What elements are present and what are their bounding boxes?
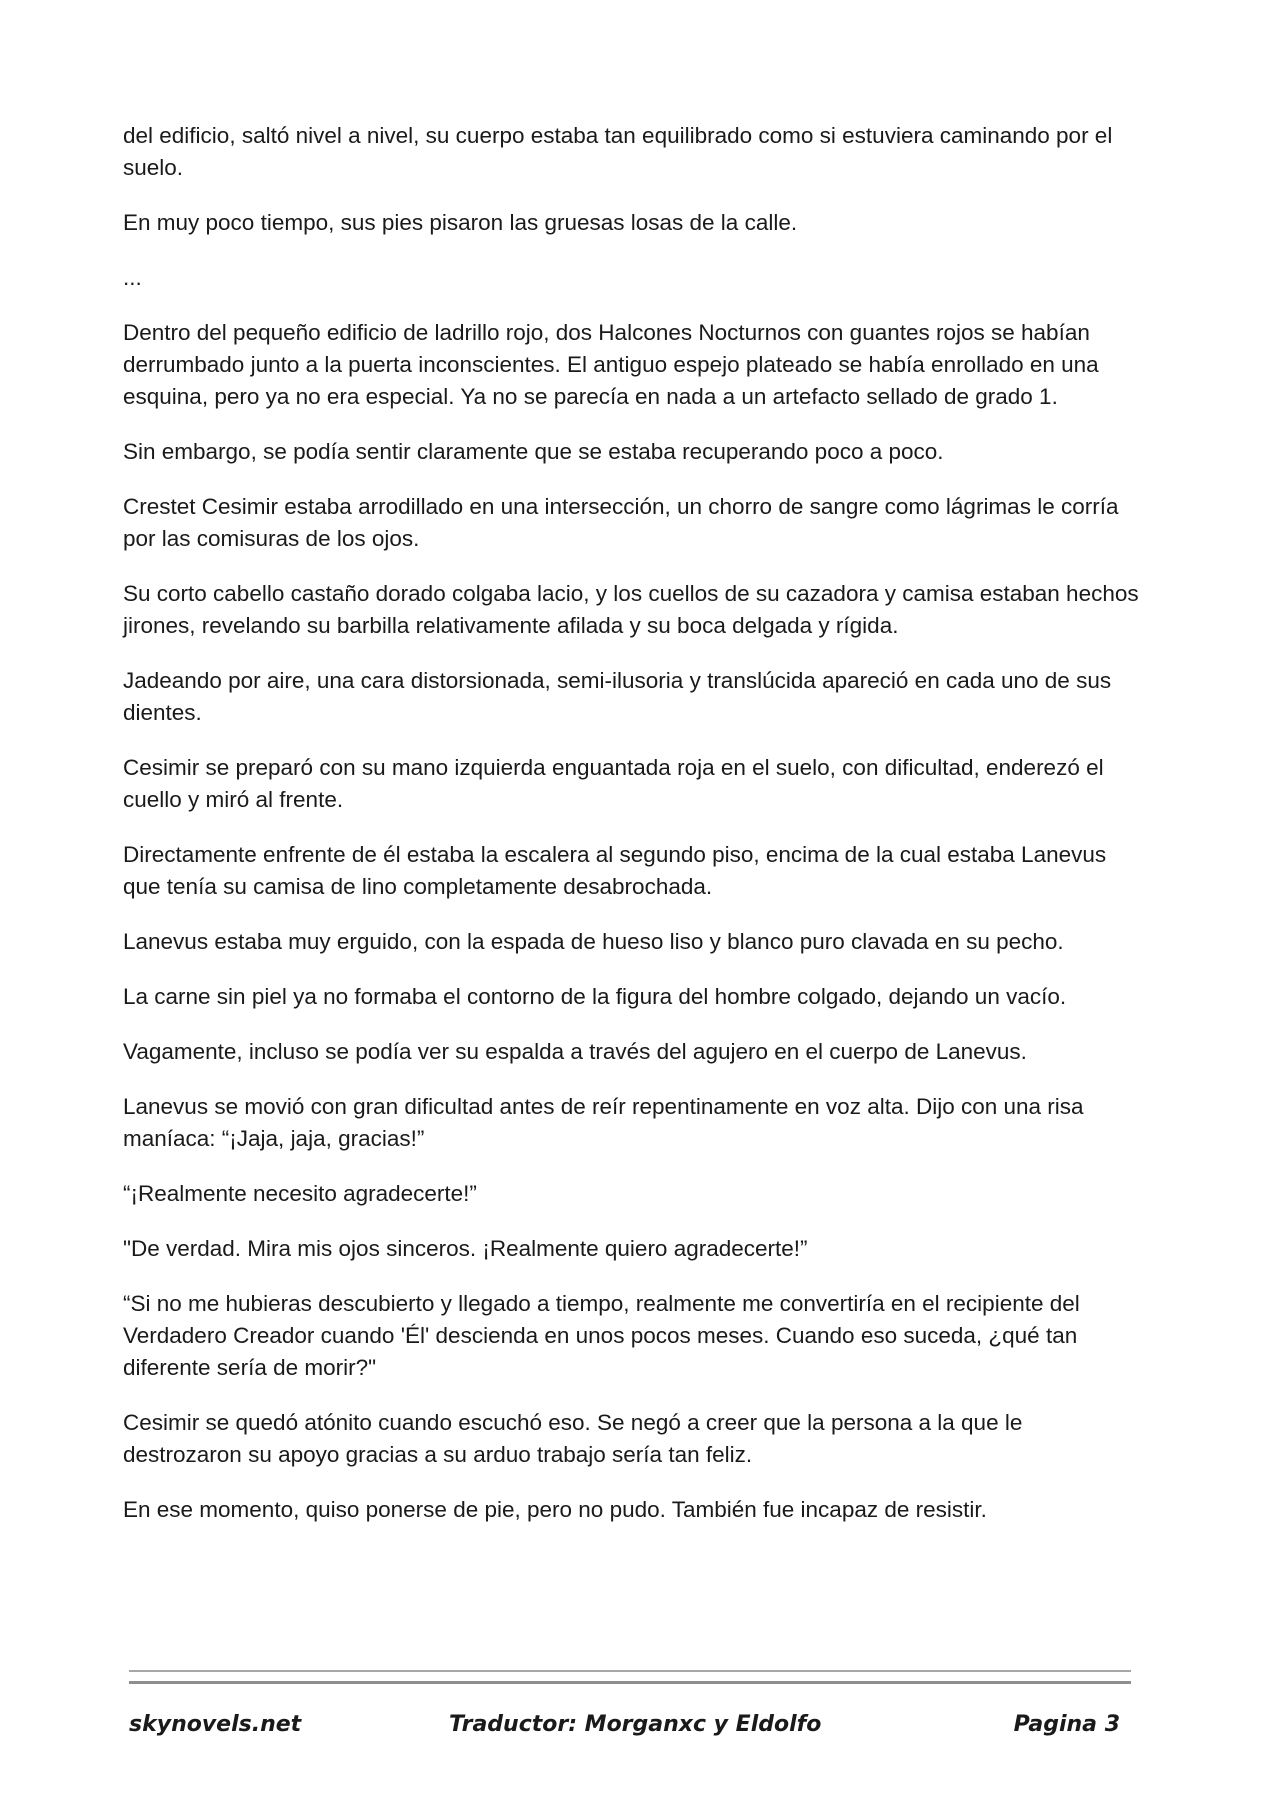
body-text (123, 120, 1143, 1549)
footer-divider (129, 1681, 1131, 1684)
paragraph: Sin embargo, se podía sentir claramente que se estaba recuperando poco a poco. (123, 439, 944, 464)
paragraph: Cesimir se quedó atónito cuando escuchó eso. Se negó a creer que la persona a la que le destrozaron su apoyo gracias a su arduo trabajo sería tan feliz. (123, 1410, 1023, 1467)
paragraph: Directamente enfrente de él estaba la escalera al segundo piso, encima de la cual estaba Lanevus que tenía su camisa de lino completamente desabrochada. (123, 842, 1107, 899)
paragraph: Dentro del pequeño edificio de ladrillo rojo, dos Halcones Nocturnos con guantes rojos se habían derrumbado junto a la puerta inconscientes. El antiguo espejo plateado se había enrollado en una esquina, pero ya no era especial. Ya no se parecía en nada a un artefacto sellado de grado 1. (123, 320, 1099, 409)
paragraph: Vagamente, incluso se podía ver su espalda a través del agujero en el cuerpo de Lanevus. (123, 1039, 1027, 1064)
paragraph: Lanevus estaba muy erguido, con la espada de hueso liso y blanco puro clavada en su pecho. (123, 929, 1064, 954)
paragraph: Jadeando por aire, una cara distorsionada, semi-ilusoria y translúcida apareció en cada uno de sus dientes. (123, 668, 1112, 725)
paragraph: “Si no me hubieras descubierto y llegado a tiempo, realmente me convertiría en el recipiente del Verdadero Creador cuando 'Él' descienda en unos pocos meses. Cuando eso suceda, ¿qué tan diferente sería de morir?" (123, 1291, 1080, 1380)
paragraph: Cesimir se preparó con su mano izquierda enguantada roja en el suelo, con dificultad, enderezó el cuello y miró al frente. (123, 755, 1104, 812)
footer-divider (129, 1670, 1131, 1672)
footer-translator: Traductor: Morganxc y Eldolfo (449, 1712, 822, 1737)
paragraph: Lanevus se movió con gran dificultad antes de reír repentinamente en voz alta. Dijo con una risa maníaca: “¡Jaja, jaja, gracias!” (123, 1094, 1084, 1151)
paragraph: Crestet Cesimir estaba arrodillado en una intersección, un chorro de sangre como lágrimas le corría por las comisuras de los ojos. (123, 494, 1119, 551)
paragraph: del edificio, saltó nivel a nivel, su cuerpo estaba tan equilibrado como si estuviera caminando por el suelo. (123, 123, 1113, 180)
paragraph: “¡Realmente necesito agradecerte!” (123, 1181, 477, 1206)
paragraph: En muy poco tiempo, sus pies pisaron las gruesas losas de la calle. (123, 210, 798, 235)
footer-site: skynovels.net (129, 1712, 302, 1737)
page-footer (0, 1712, 1280, 1752)
paragraph: ... (123, 265, 142, 290)
paragraph: Su corto cabello castaño dorado colgaba lacio, y los cuellos de su cazadora y camisa estaban hechos jirones, revelando su barbilla relativamente afilada y su boca delgada y rígida. (123, 581, 1139, 638)
paragraph: "De verdad. Mira mis ojos sinceros. ¡Realmente quiero agradecerte!” (123, 1236, 808, 1261)
footer-page-number: Pagina 3 (1013, 1712, 1120, 1737)
paragraph: En ese momento, quiso ponerse de pie, pero no pudo. También fue incapaz de resistir. (123, 1497, 987, 1522)
paragraph: La carne sin piel ya no formaba el contorno de la figura del hombre colgado, dejando un vacío. (123, 984, 1067, 1009)
